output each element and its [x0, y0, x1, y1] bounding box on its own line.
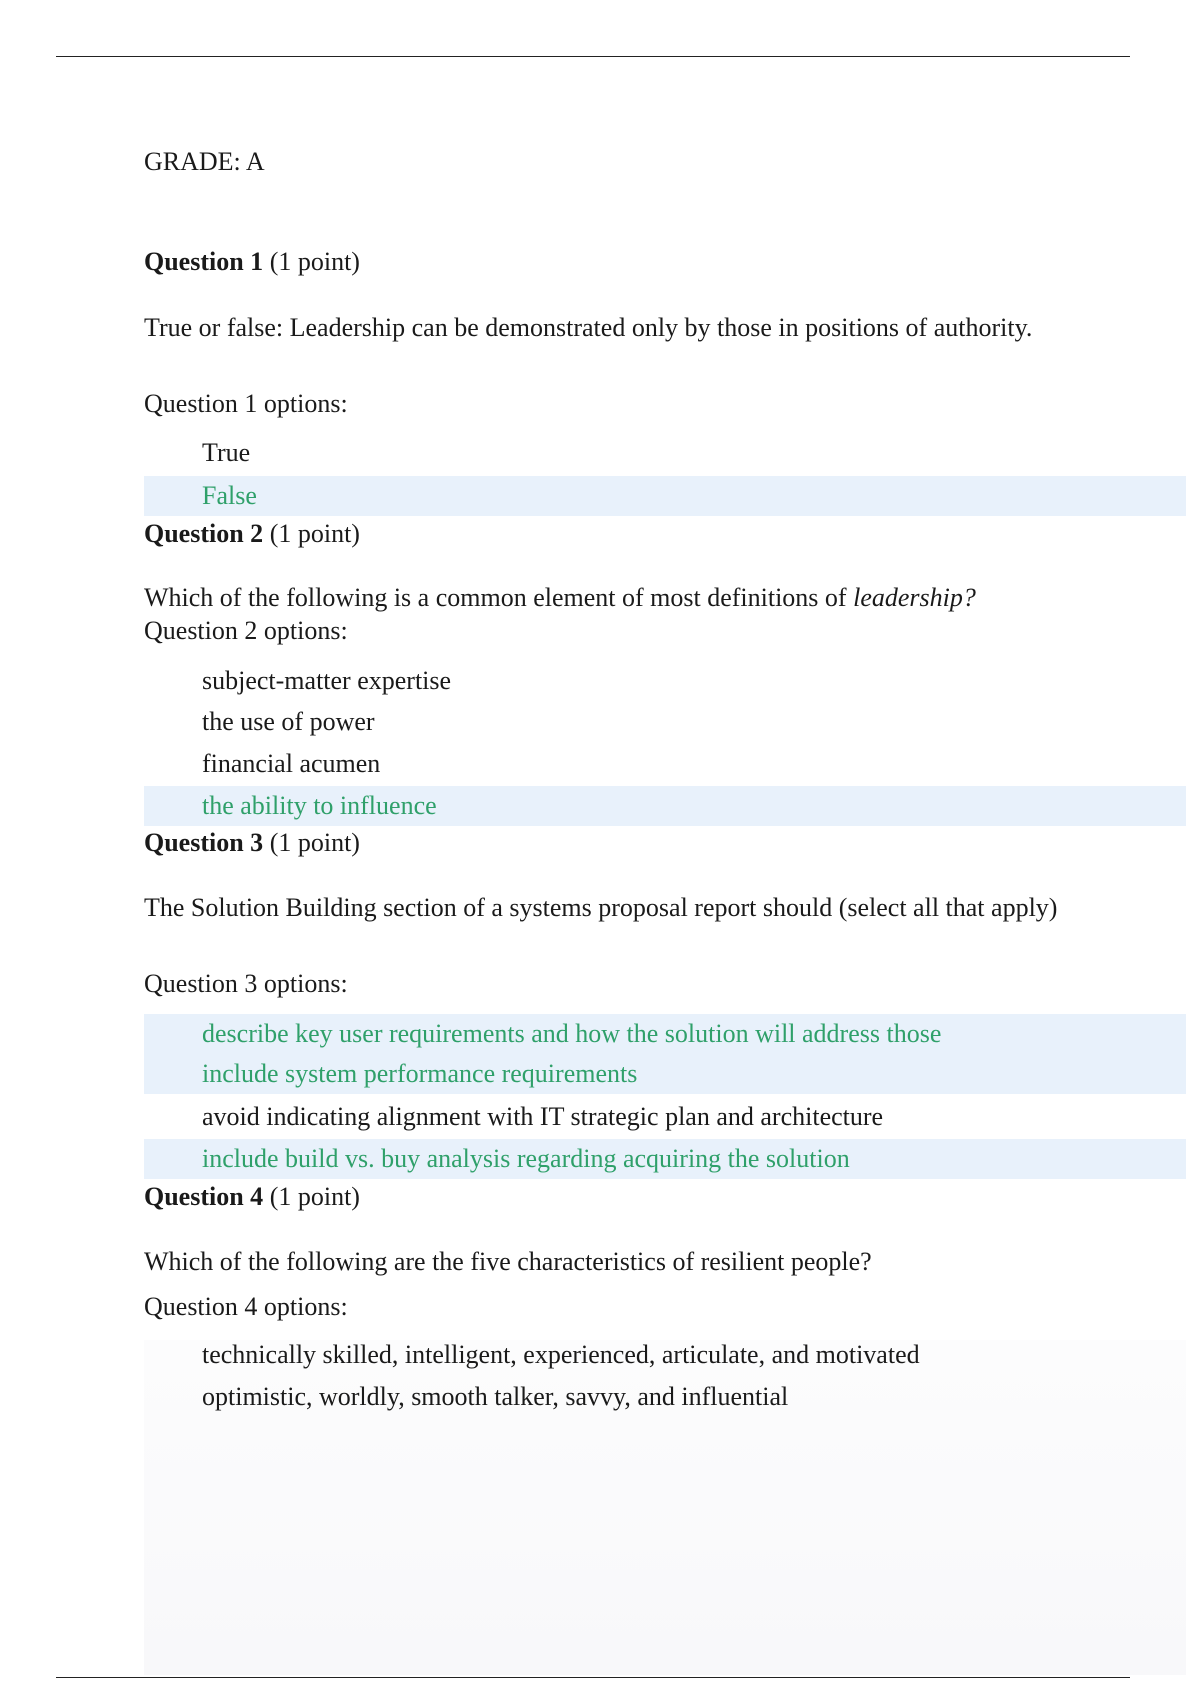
question-3-option-4[interactable]: include build vs. buy analysis regarding acquiring the solution — [144, 1139, 1186, 1179]
question-2-option-2[interactable]: the use of power — [202, 707, 375, 736]
question-1-options-label: Question 1 options: — [144, 389, 348, 418]
question-1-text: True or false: Leadership can be demonstrated only by those in positions of authority. — [144, 313, 1033, 342]
question-4-points: (1 point) — [269, 1182, 360, 1211]
question-2-text-italic: leadership? — [853, 583, 976, 612]
grade-label: GRADE: A — [144, 147, 265, 176]
question-3-option-1[interactable]: describe key user requirements and how the solution will address those — [144, 1014, 1186, 1054]
question-2-title: Question 2 — [144, 519, 264, 548]
question-3-title: Question 3 — [144, 828, 264, 857]
question-3-text: The Solution Building section of a systems proposal report should (select all that apply) — [144, 893, 1058, 922]
question-3-points: (1 point) — [269, 828, 360, 857]
question-2-heading — [144, 517, 360, 551]
question-1-title: Question 1 — [144, 247, 264, 276]
question-4-option-1[interactable]: technically skilled, intelligent, experienced, articulate, and motivated — [202, 1340, 920, 1369]
question-4-option-2[interactable]: optimistic, worldly, smooth talker, savvy, and influential — [202, 1382, 789, 1411]
question-3-option-2[interactable]: include system performance requirements — [144, 1054, 1186, 1094]
question-1-heading — [144, 245, 360, 279]
question-2-options-label: Question 2 options: — [144, 616, 348, 645]
question-3-heading — [144, 826, 360, 860]
question-2-option-3[interactable]: financial acumen — [202, 749, 381, 778]
question-2-points: (1 point) — [269, 519, 360, 548]
question-3-options-label: Question 3 options: — [144, 969, 348, 998]
bottom-rule — [56, 1677, 1130, 1678]
question-4-text: Which of the following are the five characteristics of resilient people? — [144, 1247, 872, 1276]
question-2-text-plain: Which of the following is a common element of most definitions of — [144, 583, 854, 612]
question-4-title: Question 4 — [144, 1182, 264, 1211]
question-2-option-1[interactable]: subject-matter expertise — [202, 666, 452, 695]
question-2-option-4[interactable]: the ability to influence — [144, 786, 1186, 826]
question-4-heading — [144, 1180, 360, 1214]
question-4-options-label: Question 4 options: — [144, 1292, 348, 1321]
question-2-text — [144, 582, 1104, 614]
question-3-option-3[interactable]: avoid indicating alignment with IT strategic plan and architecture — [202, 1102, 884, 1131]
top-rule — [56, 56, 1130, 57]
question-1-option-1[interactable]: True — [202, 438, 251, 467]
question-1-option-2[interactable]: False — [144, 476, 1186, 516]
question-1-points: (1 point) — [269, 247, 360, 276]
